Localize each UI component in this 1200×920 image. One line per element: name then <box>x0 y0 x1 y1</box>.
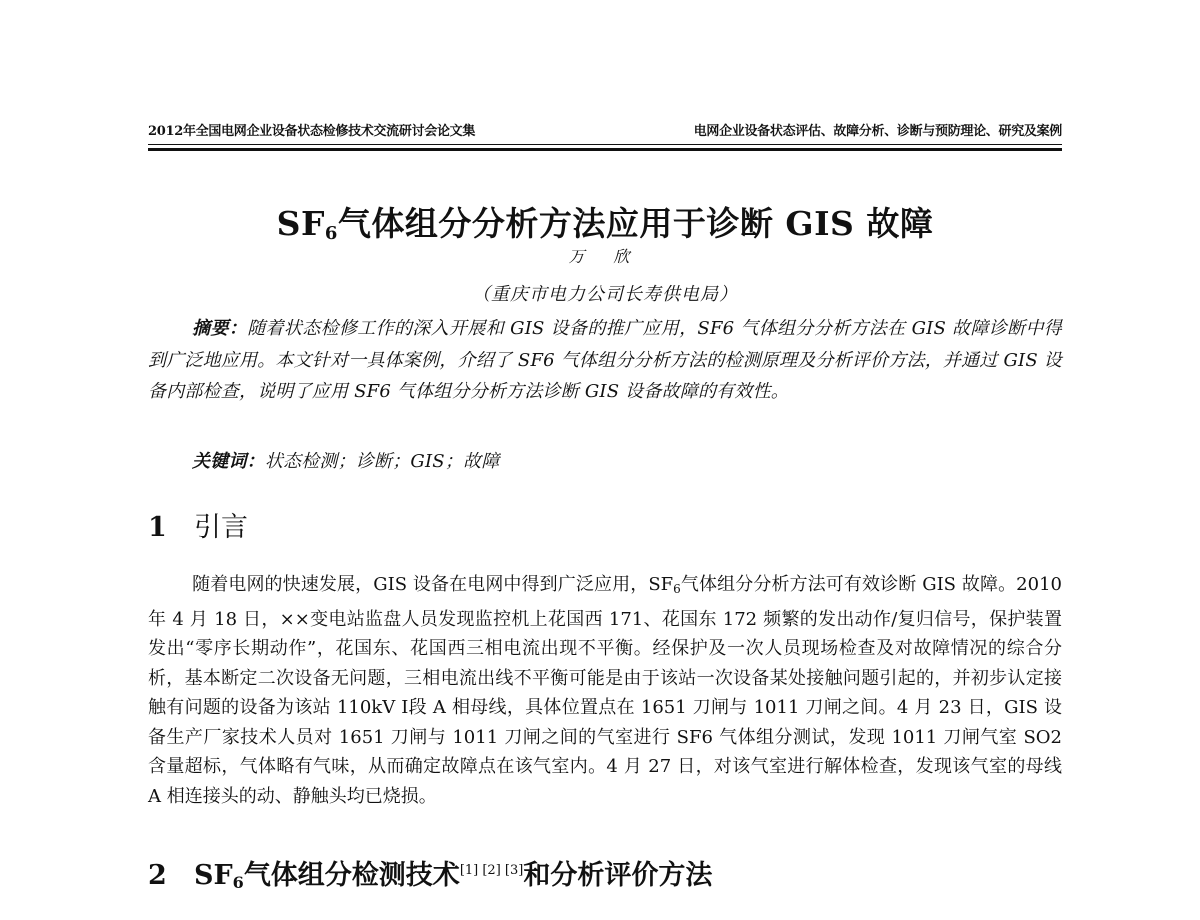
abstract <box>148 313 1062 408</box>
section-1-paragraph <box>148 570 1062 811</box>
abstract-label: 摘要： <box>192 318 248 339</box>
section-2-citations: [1] [2] [3] <box>459 863 524 878</box>
paragraph-subscript: 6 <box>673 582 681 596</box>
section-2-subscript: 6 <box>232 873 244 892</box>
paragraph-part-1: 随着电网的快速发展，GIS 设备在电网中得到广泛应用，SF <box>192 574 674 595</box>
section-1-number: 1 <box>148 512 167 543</box>
header-rule-thick <box>148 148 1062 151</box>
title-sf: SF <box>276 204 325 243</box>
title-subscript: 6 <box>324 223 338 244</box>
header-left: 2012年全国电网企业设备状态检修技术交流研讨会论文集 <box>148 124 476 139</box>
paper-title <box>148 198 1062 245</box>
section-2-title-end: 和分析评价方法 <box>523 860 713 891</box>
running-header <box>148 120 1062 139</box>
keywords <box>192 447 1062 473</box>
header-rule-thin <box>148 144 1062 145</box>
affiliation: （重庆市电力公司长寿供电局） <box>472 284 738 305</box>
title-rest: 气体组分分析方法应用于诊断 GIS 故障 <box>337 204 934 243</box>
header-right: 电网企业设备状态评估、故障分析、诊断与预防理论、研究及案例 <box>693 124 1062 139</box>
keywords-text: 状态检测；诊断；GIS；故障 <box>264 451 500 472</box>
keywords-label: 关键词： <box>192 451 265 472</box>
section-2-title-mid: 气体组分检测技术 <box>243 860 460 891</box>
section-2-number: 2 <box>148 860 167 891</box>
section-1-heading <box>148 505 1062 544</box>
abstract-text: 随着状态检修工作的深入开展和 GIS 设备的推广应用，SF6 气体组分分析方法在 GIS 故障诊断中得到广泛地应用。本文针对一具体案例，介绍了 SF6 气体组分分析方法的检测原理及分析评价方法，并通过 GIS 设备内部检查，说明了应用 SF6 气体组分分析方法诊断 GIS 设备故障的有效性。 <box>148 318 1062 402</box>
paragraph-part-2: 气体组分分析方法可有效诊断 GIS 故障。2010 年 4 月 18 日，××变电站监盘人员发现监控机上花国西 171、花国东 172 频繁的发出动作/复归信号，保护装置发出“零序长期动作”，花国东、花国西三相电流出现不平衡。经保护及一次人员现场检查及对故障情况的综合分析，基本断定二次设备无问题，三相电流出线不平衡可能是由于该站一次设备某处接触问题引起的，并初步认定接触有问题的设备为该站 110kV Ⅰ段 A 相母线，具体位置点在 1651 刀闸与 1011 刀闸之间。4 月 23 日，GIS 设备生产厂家技术人员对 1651 刀闸与 1011 刀闸之间的气室进行 SF6 气体组分测试，发现 1011 刀闸气室 SO2 含量超标，气体略有气味，从而确定故障点在该气室内。4 月 27 日，对该气室进行解体检查，发现该气室的母线 A 相连接头的动、静触头均已烧损。 <box>148 574 1062 807</box>
author: 万 欣 <box>568 247 642 266</box>
section-2-heading <box>148 853 1062 892</box>
section-2-sf: SF <box>194 860 233 891</box>
section-1-title: 引言 <box>194 512 248 543</box>
